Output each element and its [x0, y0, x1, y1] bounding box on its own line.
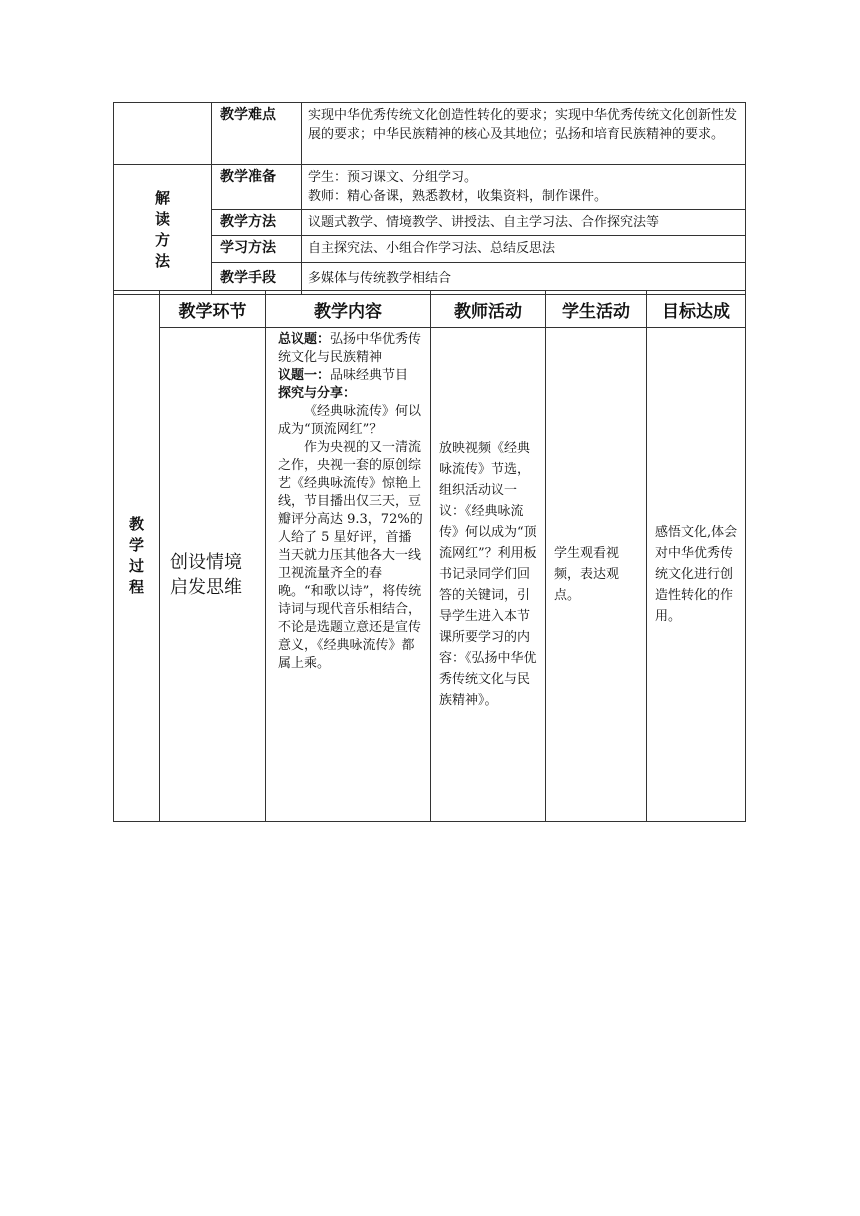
explore-label: 探究与分享： — [278, 386, 357, 401]
lesson-info-table — [113, 102, 746, 295]
side-label-teaching-process — [114, 291, 160, 822]
row-content: 议题式教学、情境教学、讲授法、自主学习法、合作探究法等 — [302, 210, 746, 236]
explore-line — [278, 385, 424, 403]
header-content: 教学内容 — [266, 291, 431, 328]
content-cell — [266, 328, 431, 822]
header-row — [114, 291, 746, 328]
topic-line — [278, 331, 424, 367]
side-char: 读 — [154, 209, 170, 228]
teaching-process-table — [113, 290, 746, 822]
header-teacher-activity: 教师活动 — [431, 291, 546, 328]
case-paragraph: 作为央视的又一清流之作，央视一套的原创综艺《经典咏流传》惊艳上线，节目播出仅三天，豆瓣评分高达 9.3，72%的人给了 5 星好评，首播当天就力压其他各大一线卫视流量齐全的春晚。“和歌以诗”，将传统诗词与现代音乐相结合，不论是选题立意还是宣传意义，《经典咏流传》都属上乘。 — [278, 440, 423, 671]
stage-cell — [160, 328, 266, 822]
empty-cell — [114, 103, 212, 165]
content-line: 教师：精心备课，熟悉教材，收集资料，制作课件。 — [308, 189, 608, 204]
row-label: 教学准备 — [212, 165, 302, 210]
row-difficulty — [114, 103, 746, 165]
row-content: 实现中华优秀传统文化创造性转化的要求；实现中华优秀传统文化创新性发展的要求；中华民族精神的核心及其地位；弘扬和培育民族精神的要求。 — [302, 103, 746, 165]
question-paragraph: 《经典咏流传》何以成为“顶流网红”？ — [278, 404, 422, 437]
row-preparation — [114, 165, 746, 210]
side-char: 学 — [128, 536, 144, 554]
row-label: 教学方法 — [212, 210, 302, 236]
header-student-activity: 学生活动 — [546, 291, 647, 328]
subtopic-text: 品味经典节目 — [330, 368, 409, 383]
topic-text: 弘扬中华优秀传统文化与民族精神 — [278, 332, 422, 365]
student-activity-cell: 学生观看视频，表达观点。 — [546, 328, 647, 822]
subtopic-line — [278, 367, 424, 385]
side-char: 解 — [154, 188, 170, 207]
side-char: 过 — [128, 557, 144, 575]
subtopic-label: 议题一： — [278, 368, 331, 383]
process-row — [114, 328, 746, 822]
side-label-interpretation-method — [114, 165, 212, 295]
side-char: 教 — [128, 515, 144, 533]
side-char: 方 — [154, 230, 170, 249]
content-line: 学生：预习课文、分组学习。 — [308, 170, 478, 185]
row-label: 教学手段 — [212, 263, 302, 295]
row-label: 学习方法 — [212, 236, 302, 263]
topic-label: 总议题： — [278, 332, 331, 347]
row-content: 多媒体与传统教学相结合 — [302, 263, 746, 295]
row-label: 教学难点 — [212, 103, 302, 165]
stage-line: 创设情境 — [170, 551, 242, 573]
row-content — [302, 165, 746, 210]
header-stage: 教学环节 — [160, 291, 266, 328]
side-char: 程 — [128, 578, 144, 596]
goal-cell: 感悟文化,体会对中华优秀传统文化进行创造性转化的作用。 — [647, 328, 746, 822]
side-char: 法 — [154, 251, 170, 270]
header-goal: 目标达成 — [647, 291, 746, 328]
stage-line: 启发思维 — [170, 576, 242, 598]
row-content: 自主探究法、小组合作学习法、总结反思法 — [302, 236, 746, 263]
teacher-activity-cell: 放映视频《经典咏流传》节选，组织活动议一议：《经典咏流传》何以成为“顶流网红”？利用板书记录同学们回答的关键词，引导学生进入本节课所要学习的内容：《弘扬中华优秀传统文化与民族精神》。 — [431, 328, 546, 822]
